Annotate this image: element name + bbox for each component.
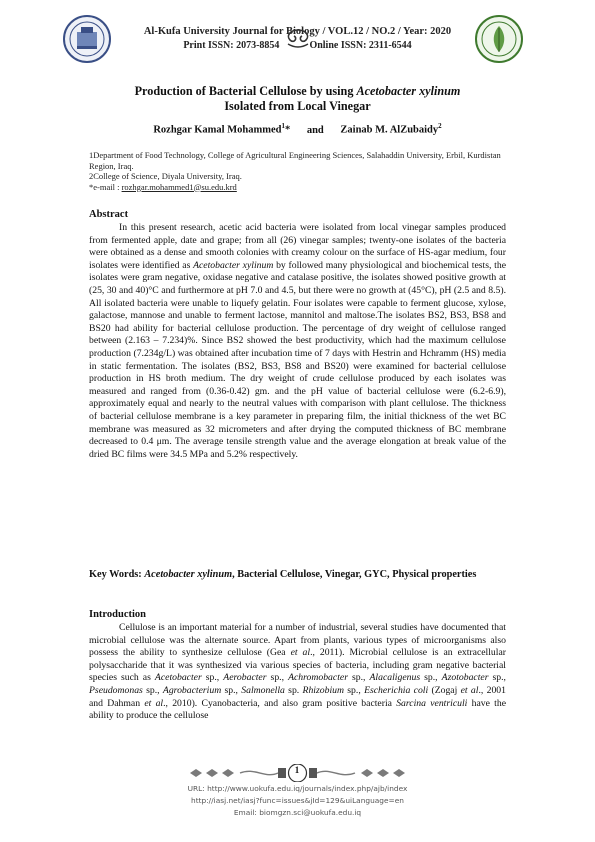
author-1: Rozhgar Kamal Mohammed <box>153 124 282 136</box>
intro-sp: sp., <box>201 672 224 684</box>
species-name: Alacaligenus <box>369 672 421 684</box>
keywords-species: Acetobacter xylinum <box>144 569 233 580</box>
intro-sp: sp., <box>347 672 370 684</box>
keywords-list: , Bacterial Cellulose, Vinegar, GYC, Physical properties <box>232 569 477 580</box>
intro-etal: et al <box>290 647 311 659</box>
introduction-text <box>89 622 506 723</box>
footer-email[interactable]: Email: biomgzn.sci@uokufa.edu.iq <box>233 808 362 817</box>
faculty-seal-icon <box>474 14 524 64</box>
intro-text-1: Cellulose is an important material for a number of industrial, several studies have documented that microbial cellulose was the alternate source. Apart from plants, various types of microorganisms also possess the ability to synthesize cellulose (Gea <box>89 622 506 659</box>
intro-text-5: ., 2010). Cyanobacteria, and also gram positive bacteria <box>163 697 397 709</box>
intro-etal: et al <box>144 697 164 709</box>
author-list <box>90 122 505 136</box>
corresponding-mark: * <box>284 124 291 136</box>
email-line <box>89 182 509 193</box>
title-species: Acetobacter xylinum <box>356 84 461 98</box>
intro-sp: sp., <box>266 672 289 684</box>
authors-and: and <box>306 124 324 136</box>
intro-sp: sp., <box>343 684 365 696</box>
university-seal-icon <box>62 14 112 64</box>
print-issn: Print ISSN: 2073-8854 <box>183 40 280 51</box>
page-number: 1 <box>294 765 300 775</box>
species-name: Escherichia coli <box>364 684 429 696</box>
abstract-part-2: by followed many physiological and biochemical tests, the isolates were gram negative, oxidase negative and catalase positive, the isolates showed positive growth at (25, 30 and 40)°C and furthermore at pH 7.0 and 4.5, but there were no growth at (45°C), pH (2.5 and 8.5). All isolated bacteria were unable to liquefy gelatin. Four isolates were capable to ferment glucose, xylose, galactose, mannose and unable to ferment lactose, mannitol and maltose.The isolates BS2, BS3, BS8 and BS20 had ability for bacterial cellulose production. The percentage of dry weight of cellulose ranged between (2.163 – 7.234)%. Since BS2 showed the best productivity, which had the maximum cellulose production (7.234g/L) was obtained after incubation time of 7 days with Hestrin and Hchramm (HS) media in static fermentation. The isolates (BS2, BS3, BS8 and BS20) were examined for bacterial cellulose production in HS broth medium. The dry weight of crude cellulose produced by each isolates was measured and ranged from (0.36-0.42) gm. and the pH value of bacterial cellulose were (6.2-6.9), approximately equal and nearly to the neutral values with comparison with plant cellulose. The thickness of bacterial cellulose membrane is a key parameter in preparing film, the initial thickness of the wet BC membrane was measured as 32 micrometers and after drying the computed thickness of BC membrane decreased to 0.4 μm. The average tensile strength value and the average elongation at break value of the dried BC films were 34.5 MPa and 5.2% respectively. <box>89 259 507 460</box>
journal-title: Al-Kufa University Journal for Biology / VOL.12 / NO.2 / Year: 2020 <box>143 26 452 37</box>
species-name: Agrobacterium <box>162 684 222 696</box>
paper-title <box>90 84 505 114</box>
keywords <box>89 568 506 581</box>
intro-sp: sp., <box>221 684 242 696</box>
intro-sp: sp., <box>142 684 163 696</box>
affiliations <box>89 150 509 192</box>
author-2: Zainab M. AlZubaidy <box>340 124 439 136</box>
email-label: *e-mail : <box>89 181 122 192</box>
author-email-link[interactable]: rozhgar.mohammed1@su.edu.krd <box>121 181 237 192</box>
footer-journal-url[interactable]: URL: http://www.uokufa.edu.iq/journals/index.php/ajb/index <box>187 784 408 793</box>
online-issn: Online ISSN: 2311-6544 <box>309 40 412 51</box>
abstract-part-1: In this present research, acetic acid bacteria were isolated from local vinegar samples produced from fermented apple, date and grape; from all (26) vinegar samples; twenty-one isolates of the bacteria were obtained as a dense and smooth colonies with creamy colour on the surface of HS-agar medium, four isolates were identified as <box>89 222 506 271</box>
intro-etal: et al <box>460 684 479 696</box>
intro-text-6: have the ability to produce the cellulose <box>89 697 506 722</box>
species-name: Azotobacter <box>441 672 489 684</box>
species-name: Acetobacter <box>154 672 202 684</box>
ornament-icon <box>280 28 316 50</box>
species-name: Achromobacter <box>288 672 348 684</box>
species-name: Rhizobium <box>302 684 344 696</box>
species-name: Pseudomonas <box>89 684 143 696</box>
abstract-heading: Abstract <box>89 209 129 220</box>
intro-text-2: ., 2011). Microbial cellulose is an extracellular polysaccharide that it was synthesized via various species of bacteria, including gram negative bacterial species such as <box>89 647 506 684</box>
footer-iasj-url[interactable]: http://iasj.net/iasj?func=issues&jId=129&uiLanguage=en <box>191 796 404 805</box>
species-name: Sarcina ventriculi <box>396 697 468 709</box>
author-1-affil: 1 <box>281 122 285 130</box>
species-name: Salmonella <box>241 684 285 696</box>
intro-text-4: ., 2001 and Dahman <box>89 684 506 709</box>
author-2-affil: 2 <box>438 122 442 130</box>
title-line2: Isolated from Local Vinegar <box>224 99 371 113</box>
intro-sp: sp. <box>284 684 303 696</box>
abstract-species: Acetobacter xylinum <box>193 259 274 271</box>
intro-text-3: (Zogaj <box>428 684 461 696</box>
introduction-heading: Introduction <box>89 609 146 620</box>
intro-sp: sp., <box>488 672 506 684</box>
keywords-label: Key Words: <box>89 569 145 580</box>
intro-sp: sp., <box>420 672 442 684</box>
species-name: Aerobacter <box>223 672 267 684</box>
abstract-text <box>89 222 506 461</box>
affiliation-1: 1Department of Food Technology, College of Agricultural Engineering Sciences, Salahaddin University, Erbil, Kurdistan Region, Iraq. <box>89 150 501 171</box>
affiliation-2: 2College of Science, Diyala University, Iraq. <box>89 171 242 181</box>
title-text: Production of Bacterial Cellulose by using <box>134 84 357 98</box>
